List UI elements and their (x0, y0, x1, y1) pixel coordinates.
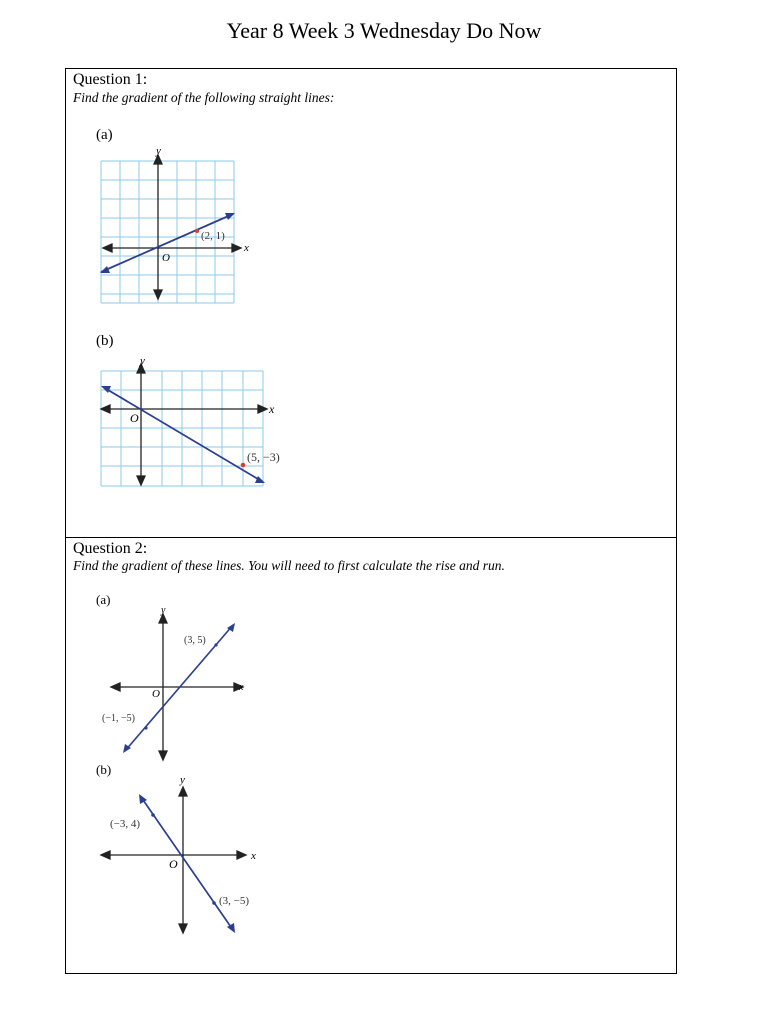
q2b-y-label: y (180, 774, 185, 786)
q1b-origin-label: O (130, 411, 139, 425)
q2b-point1-label: (−3, 4) (110, 818, 141, 830)
q2b-point1 (151, 813, 155, 817)
q2b-point2 (212, 901, 216, 905)
question-1-heading: Question 1: (73, 71, 148, 88)
q1b-point-label: (5, −3) (247, 450, 280, 464)
q1a-x-label: x (244, 242, 249, 254)
question-1-box (65, 68, 677, 538)
question-2-instruction: Find the gradient of these lines. You will need to first calculate the rise and run. (73, 558, 505, 573)
q1a-point (195, 229, 199, 233)
q1b-point (241, 463, 246, 468)
q2a-graph (101, 605, 251, 758)
q2a-point1 (214, 643, 217, 646)
q1a-y-label: y (156, 145, 161, 157)
question-2-heading: Question 2: (73, 540, 148, 557)
q1b-grid (101, 371, 263, 486)
q2a-y-label: y (161, 605, 166, 616)
q2a-origin-label: O (152, 688, 160, 700)
q1a-point-label: (2, 1) (201, 230, 225, 242)
q2a-point2-label: (−1, −5) (102, 713, 135, 724)
q2a-x-label: x (239, 682, 244, 693)
q2-part-b-label: (b) (96, 762, 112, 777)
q1b-line (103, 387, 263, 482)
q2a-point2 (144, 726, 147, 729)
q2b-line (141, 797, 233, 930)
question-1-instruction: Find the gradient of the following straight lines: (73, 90, 335, 105)
q2-part-a-label: (a) (96, 592, 111, 607)
q2b-x-label: x (251, 850, 256, 862)
q1-part-a-label: (a) (96, 127, 113, 143)
page-title: Year 8 Week 3 Wednesday Do Now (226, 18, 542, 43)
q1b-x-label: x (269, 402, 275, 416)
q1a-graph (101, 145, 251, 309)
q1a-axes (103, 155, 241, 299)
q1b-y-label: y (140, 355, 145, 367)
q1b-graph (101, 355, 301, 489)
question-2-box (65, 537, 677, 974)
q2b-origin-label: O (169, 857, 178, 871)
q1a-origin-label: O (162, 252, 170, 264)
q2b-graph (101, 774, 291, 938)
q1-part-b-label: (b) (96, 333, 114, 349)
q2b-point2-label: (3, −5) (219, 895, 250, 907)
q2a-point1-label: (3, 5) (184, 635, 206, 646)
